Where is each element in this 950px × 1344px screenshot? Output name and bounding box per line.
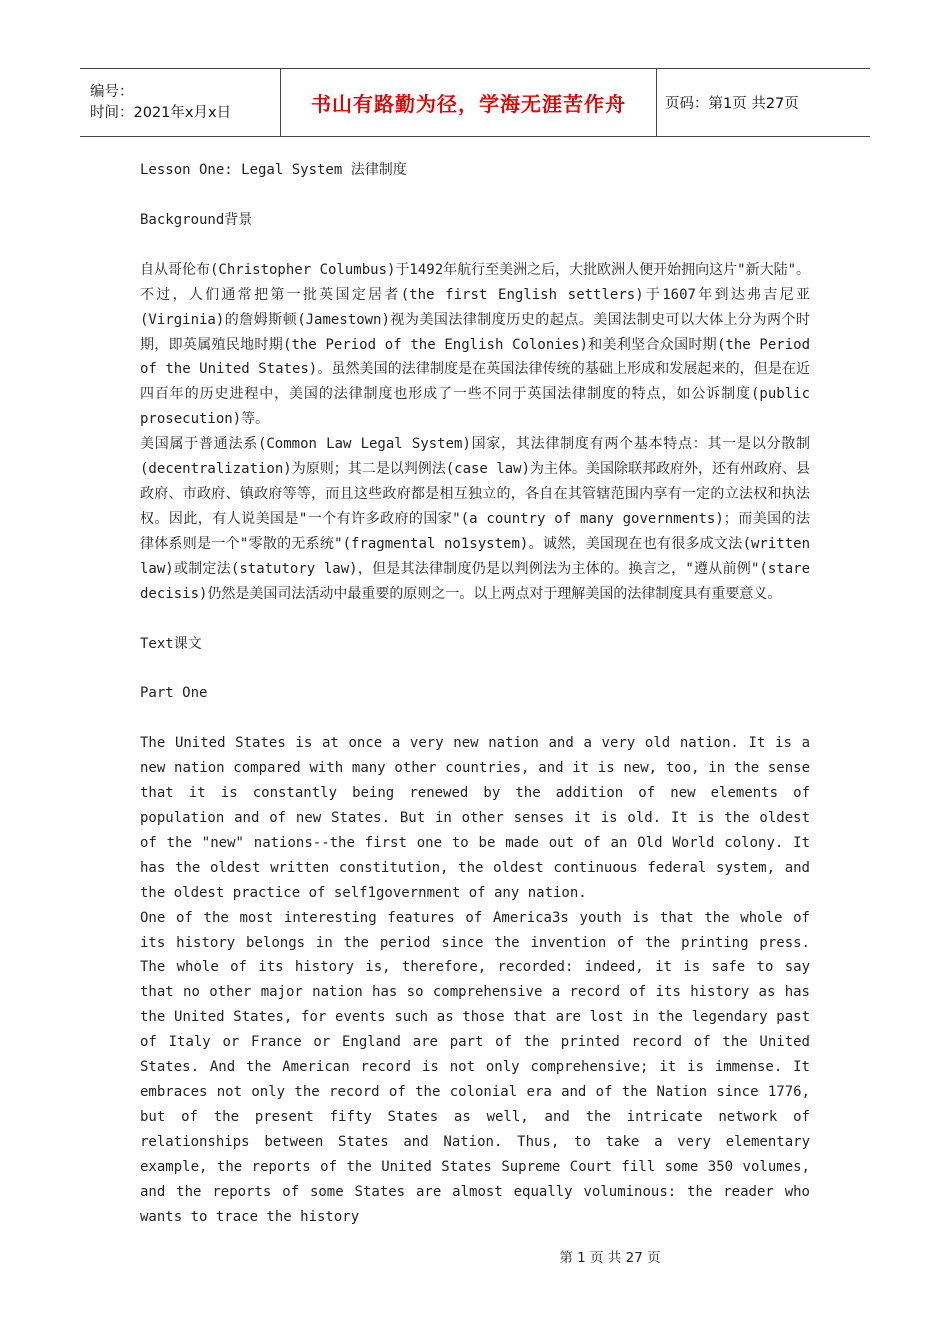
document-number-label: 编号： <box>90 83 134 100</box>
document-body <box>140 158 810 1229</box>
document-date: 时间：2021年x月x日 <box>90 104 232 121</box>
body-paragraph: One of the most interesting features of America3s youth is that the whole of its history belongs in the period since the invention of the printing press. The whole of its history is, therefore, recorded: indeed, it is safe to say that no other major nation has so comprehensive a record of its history as has the United States, for events such as those that are lost in the legendary past of Italy or France or England are part of the printed record of the United States. And the American record is not only comprehensive; it is immense. It embraces not only the record of the colonial era and of the Nation since 1776, but of the present fifty States as well, and the intricate network of relationships between States and Nation. Thus, to take a very elementary example, the reports of the United States Supreme Court fill some 350 volumes, and the reports of some States are almost equally voluminous: the reader who wants to trace the history <box>140 909 810 1225</box>
body-paragraph: The United States is at once a very new nation and a very old nation. It is a new nation compared with many other countries, and it is new, too, in the sense that it is constantly being renewed by the addition of new elements of population and of new States. But in other senses it is old. It is the oldest of the "new" nations--the first one to be made out of an Old World colony. It has the oldest written constitution, the oldest continuous federal system, and the oldest practice of self1government of any nation. <box>140 735 810 901</box>
part-heading: Part One <box>140 685 208 702</box>
lesson-title: Lesson One: Legal System 法律制度 <box>140 162 407 178</box>
document-header <box>80 68 870 137</box>
text-heading: Text课文 <box>140 635 202 652</box>
header-page-info: 页码：第1页 共27页 <box>665 96 799 112</box>
background-paragraph: 自从哥伦布(Christopher Columbus)于1492年航行至美洲之后，大批欧洲人便开始拥向这片"新大陆"。不过，人们通常把第一批英国定居者(the first English settlers)于1607年到达弗吉尼亚(Virginia)的詹姆斯顿(Jamestown)视为美国法律制度历史的起点。美国法制史可以大体上分为两个时期，即英属殖民地时期(the Period of the English Colonies)和美利坚合众国时期(the Period of the United States)。虽然美国的法律制度是在英国法律传统的基础上形成和发展起来的，但是在近四百年的历史进程中，美国的法律制度也形成了一些不同于英国法律制度的特点，如公诉制度(public prosecution)等。 <box>140 261 811 428</box>
background-paragraph: 美国属于普通法系(Common Law Legal System)国家，其法律制度有两个基本特点：其一是以分散制(decentralization)为原则；其二是以判例法(case law)为主体。美国除联邦政府外，还有州政府、县政府、市政府、镇政府等等，而且这些政府都是相互独立的，各自在其管辖范围内享有一定的立法权和执法权。因此，有人说美国是"一个有许多政府的国家"(a country of many governments)；而美国的法律体系则是一个"零散的无系统"(fragmental no1system)。诚然，美国现在也有很多成文法(written law)或制定法(statutory law)，但是其法律制度仍是以判例法为主体的。换言之，"遵从前例"(stare decisis)仍然是美国司法活动中最重要的原则之一。以上两点对于理解美国的法律制度具有重要意义。 <box>140 436 811 602</box>
header-motto: 书山有路勤为径，学海无涯苦作舟 <box>281 69 657 136</box>
header-meta <box>80 69 281 136</box>
background-heading: Background背景 <box>140 211 253 228</box>
page-footer: 第 1 页 共 27 页 <box>559 1250 661 1266</box>
